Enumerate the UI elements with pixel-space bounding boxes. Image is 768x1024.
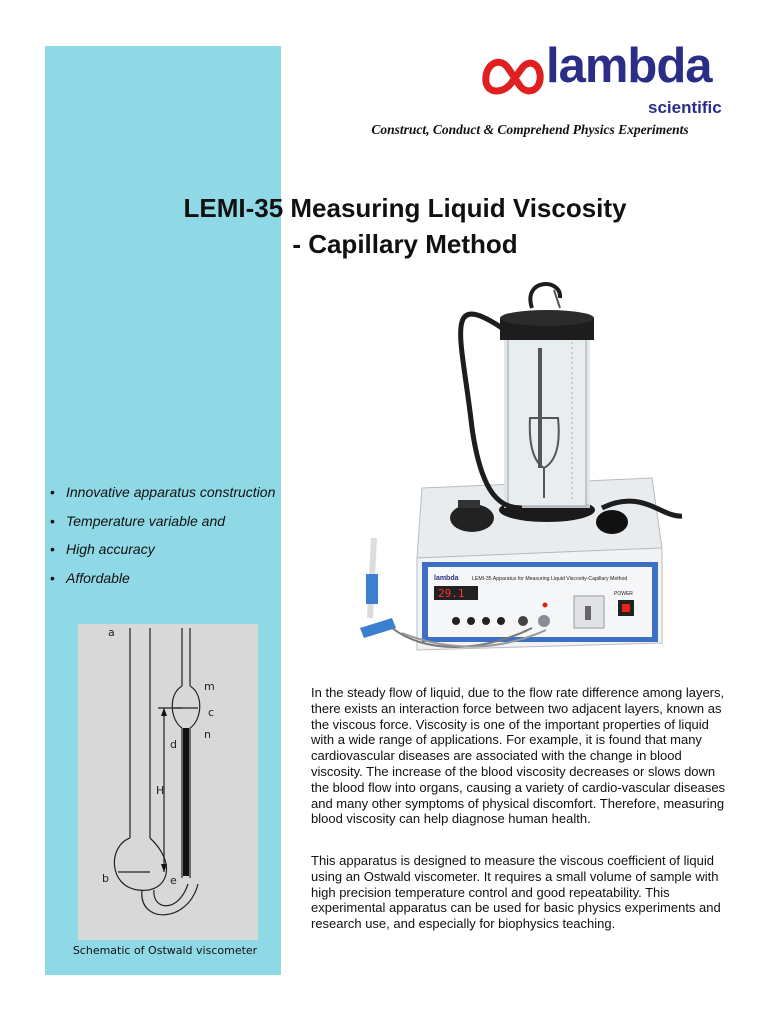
panel-brand: lambda	[434, 575, 459, 582]
lambda-symbol-icon	[482, 54, 546, 98]
temperature-display: 29.1	[438, 587, 465, 600]
feature-item: • Innovative apparatus construction	[50, 482, 280, 511]
schematic-caption: Schematic of Ostwald viscometer	[72, 944, 258, 957]
feature-list	[50, 482, 280, 596]
label-m: m	[204, 680, 215, 693]
page-title	[130, 190, 680, 262]
apparatus-photo	[322, 278, 694, 658]
tagline: Construct, Conduct & Comprehend Physics Experiments	[371, 122, 689, 137]
feature-item: • Affordable	[50, 568, 280, 597]
label-d: d	[170, 738, 177, 751]
label-c: c	[208, 706, 215, 719]
description-paragraph: This apparatus is designed to measure the viscous coefficient of liquid using an Ostwald viscometer. It requires a small volume of sample with high precision temperature control and good repeatability. This experimental apparatus can be used for basic physics experiments and research use, and especially for biophysics teaching.	[311, 853, 721, 932]
power-label: POWER	[614, 591, 633, 597]
label-a: a	[108, 626, 115, 639]
label-e: e	[170, 874, 177, 887]
panel-title: LEMI-35 Apparatus for Measuring Liquid Viscosity-Capillary Method	[472, 576, 628, 582]
brand-name: lambda	[546, 39, 712, 93]
ostwald-schematic	[78, 624, 258, 940]
lambda-logo	[482, 39, 728, 120]
feature-item: • Temperature variable and	[50, 511, 280, 540]
title-line-1: LEMI-35 Measuring Liquid Viscosity	[183, 193, 627, 223]
intro-paragraph: In the steady flow of liquid, due to the flow rate difference among layers, there exists an interaction force between two adjacent layers, known as the viscous force. Viscosity is one of the important properties of liquid with a wide range of applications. For example, it is found that many cardiovascular diseases are associated with the change in blood viscosity. The increase of the blood viscosity decreases or slows down the blood flow into organs, causing a variety of cardio-vascular diseases and many other symptoms of physical discomfort. Therefore, measuring blood viscosity can help diagnose human health.	[311, 685, 726, 827]
feature-item: • High accuracy	[50, 539, 280, 568]
label-b: b	[102, 872, 109, 885]
label-n: n	[204, 728, 211, 741]
label-H: H	[156, 784, 165, 797]
title-line-2: - Capillary Method	[292, 229, 518, 259]
brand-subtitle: scientific	[648, 98, 722, 117]
